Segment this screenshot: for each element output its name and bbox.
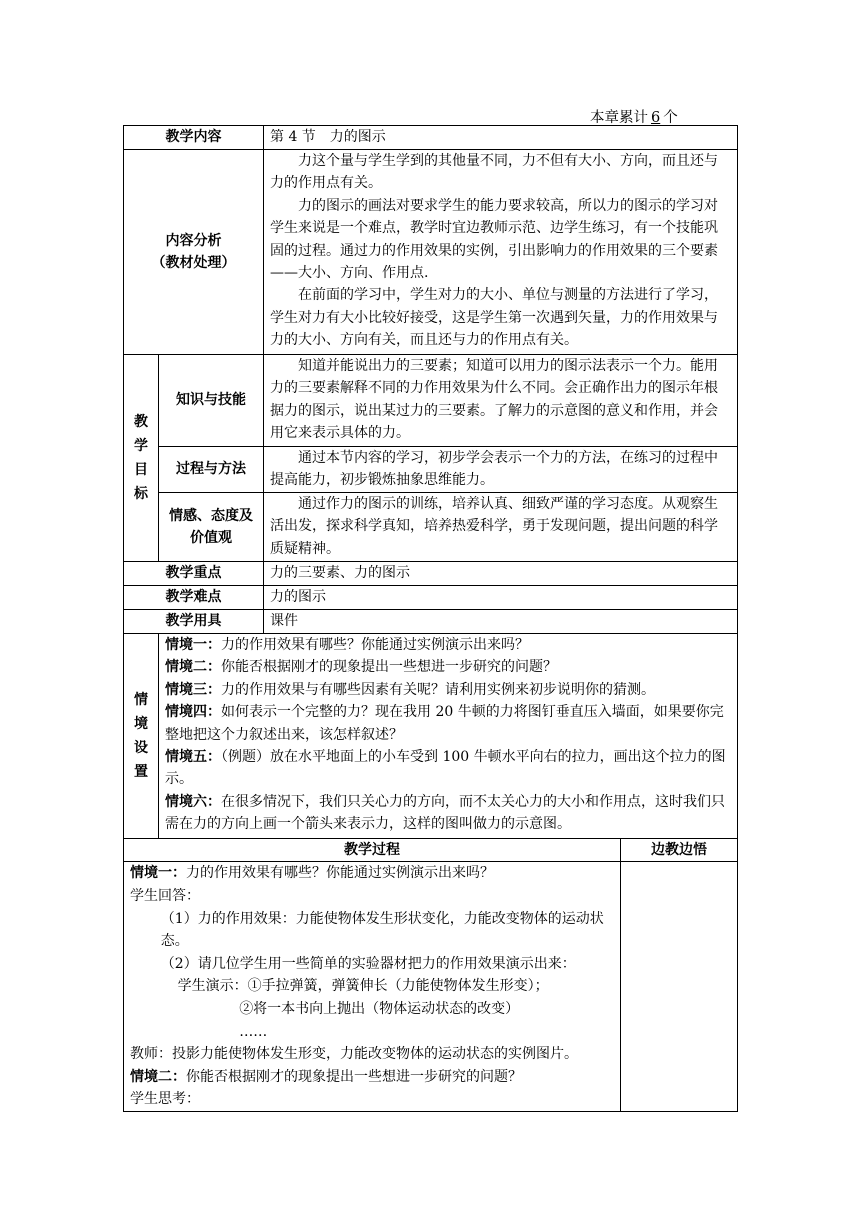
scenario-item: [165, 701, 731, 746]
row-difficulty: [124, 586, 738, 610]
scenario-item: [165, 656, 731, 678]
student-demo-3: ……: [239, 1023, 268, 1040]
emotion-values-text: [264, 493, 738, 562]
side-notes-header: 边教边悟: [621, 839, 738, 862]
content-analysis-text: [264, 150, 738, 355]
tools-value: 课件: [264, 610, 738, 634]
row-goal-knowledge: [124, 355, 738, 447]
knowledge-skills-paragraph: 知道并能说出力的三要素；知道可以用力的图示法表示一个力。能用力的三要素解释不同的力作用效果为什么不同。会正确作出力的图示年根据力的图示，说出某过力的三要素。了解力的示意图的意义和作用，并会用它来表示具体的力。: [270, 358, 718, 442]
row-goal-emotion: [124, 493, 738, 562]
scenario-text: 力的作用效果与有哪些因素有关呢？请利用实例来初步说明你的猜测。: [221, 681, 655, 698]
content-analysis-label-line2: （教材处理）: [151, 255, 236, 271]
row-process-header: [124, 839, 738, 862]
row-key-point: [124, 562, 738, 586]
analysis-paragraph-2: 力的图示的画法对要求学生的能力要求较高，所以力的图示的学习对学生来说是一个难点，教学时宜边教师示范、边学生练习，有一个技能巩固的过程。通过力的作用效果的实例，引出影响力的作用效果的三个要素——大小、方向、作用点.: [270, 197, 718, 282]
process-scenario-text: 你能否根据刚才的现象提出一些想进一步研究的问题？: [186, 1068, 522, 1085]
chapter-count-suffix: 个: [663, 110, 678, 126]
process-scenario-lead: 情境一：: [130, 865, 186, 882]
process-methods-text: [264, 447, 738, 493]
row-teaching-content: [124, 126, 738, 150]
row-goal-process: [124, 447, 738, 493]
scenario-lead: 情境五：: [165, 749, 221, 766]
student-demo-2: ②将一本书向上抛出（物体运动状态的改变）: [239, 1000, 520, 1017]
scenario-text: 在很多情况下，我们只关心力的方向，而不太关心力的大小和作用点，这时我们只需在力的方向上画一个箭头来表示力，这样的图叫做力的示意图。: [165, 793, 725, 833]
emotion-values-label-line1: 情感、态度及: [169, 507, 253, 524]
scenario-lead: 情境二：: [165, 659, 221, 676]
row-content-analysis: [124, 150, 738, 355]
teaching-goals-label: [124, 355, 159, 562]
emotion-values-paragraph: 通过作力的图示的训练，培养认真、细致严谨的学习态度。从观察生活出发，探求科学真知，培养热爱科学，勇于发现问题，提出问题的科学质疑精神。: [270, 496, 718, 557]
emotion-values-label: [159, 493, 264, 562]
scenarios-label-char: 置: [134, 764, 148, 780]
scenario-text: 如何表示一个完整的力？现在我用 20 牛顿的力将图钉垂直压入墙面，如果要你完整地把这个力叙述出来，该怎样叙述？: [165, 704, 724, 743]
scenario-item: [165, 791, 731, 836]
process-methods-paragraph: 通过本节内容的学习，初步学会表示一个力的方法，在练习的过程中提高能力，初步锻炼抽象思维能力。: [270, 450, 718, 489]
scenario-text: 力的作用效果有哪些？你能通过实例演示出来吗？: [221, 637, 529, 653]
content-analysis-label-line1: 内容分析: [165, 232, 222, 249]
goals-label-char: 教: [134, 414, 148, 430]
lesson-plan-table: [123, 125, 738, 1112]
difficulty-label: 教学难点: [124, 586, 264, 610]
chapter-count-note: [590, 106, 678, 127]
process-scenario-lead: 情境二：: [130, 1068, 186, 1085]
process-scenario-2: [130, 1066, 614, 1089]
knowledge-skills-label: 知识与技能: [159, 355, 264, 447]
teaching-content-label: 教学内容: [124, 126, 264, 150]
content-analysis-label: [124, 150, 264, 355]
difficulty-value: 力的图示: [264, 586, 738, 610]
scenarios-label-char: 情: [134, 692, 148, 708]
teaching-process-header: 教学过程: [124, 839, 621, 862]
scenario-lead: 情境一：: [165, 637, 221, 653]
teaching-content-value: 第 4 节 力的图示: [264, 126, 738, 150]
student-think-label: 学生思考：: [130, 1091, 200, 1108]
scenario-lead: 情境三：: [165, 681, 221, 698]
scenarios-label-char: 设: [134, 740, 148, 756]
row-scenarios: [124, 634, 738, 839]
analysis-paragraph-1: 力这个量与学生学到的其他量不同，力不但有大小、方向，而且还与力的作用点有关。: [270, 153, 718, 192]
teacher-note: 教师：投影力能使物体发生形变，力能改变物体的运动状态的实例图片。: [130, 1046, 578, 1063]
goals-label-char: 学: [134, 438, 148, 454]
process-scenario-1: [130, 862, 614, 885]
scenario-text: （例题）放在水平地面上的小车受到 100 牛顿水平向右的拉力，画出这个拉力的图示。: [165, 749, 726, 788]
teaching-process-content: [124, 862, 621, 1112]
goals-label-char: 目: [134, 462, 148, 478]
scenarios-label-char: 境: [134, 716, 148, 732]
process-scenario-text: 力的作用效果有哪些？你能通过实例演示出来吗？: [186, 865, 494, 882]
emotion-values-label-line2: 价值观: [190, 530, 232, 546]
scenario-text: 你能否根据刚才的现象提出一些想进一步研究的问题？: [221, 659, 557, 676]
chapter-count-value: 6: [651, 110, 661, 126]
student-answer-label: 学生回答：: [130, 888, 200, 904]
knowledge-skills-text: [264, 355, 738, 447]
analysis-paragraph-3: 在前面的学习中，学生对力的大小、单位与测量的方法进行了学习，学生对力有大小比较好接受，这是学生第一次遇到矢量，力的作用效果与力的大小、方向有关，而且还与力的作用点有关。: [270, 287, 718, 349]
tools-label: 教学用具: [124, 610, 264, 634]
goals-label-char: 标: [134, 486, 148, 502]
scenarios-label: [124, 634, 159, 839]
scenario-item: [165, 634, 731, 656]
scenario-item: [165, 746, 731, 791]
scenarios-list: [159, 634, 738, 839]
side-notes-cell: [621, 862, 738, 1112]
row-process-body: [124, 862, 738, 1112]
key-point-value: 力的三要素、力的图示: [264, 562, 738, 586]
answer-effect-1: （1）力的作用效果：力能使物体发生形状变化，力能改变物体的运动状态。: [160, 910, 604, 950]
key-point-label: 教学重点: [124, 562, 264, 586]
student-demo-1: 学生演示：①手拉弹簧，弹簧伸长（力能使物体发生形变）；: [177, 978, 549, 995]
row-tools: [124, 610, 738, 634]
scenario-lead: 情境四：: [165, 704, 221, 721]
answer-effect-2: （2）请几位学生用一些简单的实验器材把力的作用效果演示出来：: [160, 955, 576, 972]
scenario-item: [165, 679, 731, 701]
process-methods-label: 过程与方法: [159, 447, 264, 493]
chapter-count-prefix: 本章累计: [590, 110, 648, 126]
scenario-lead: 情境六：: [165, 793, 221, 810]
